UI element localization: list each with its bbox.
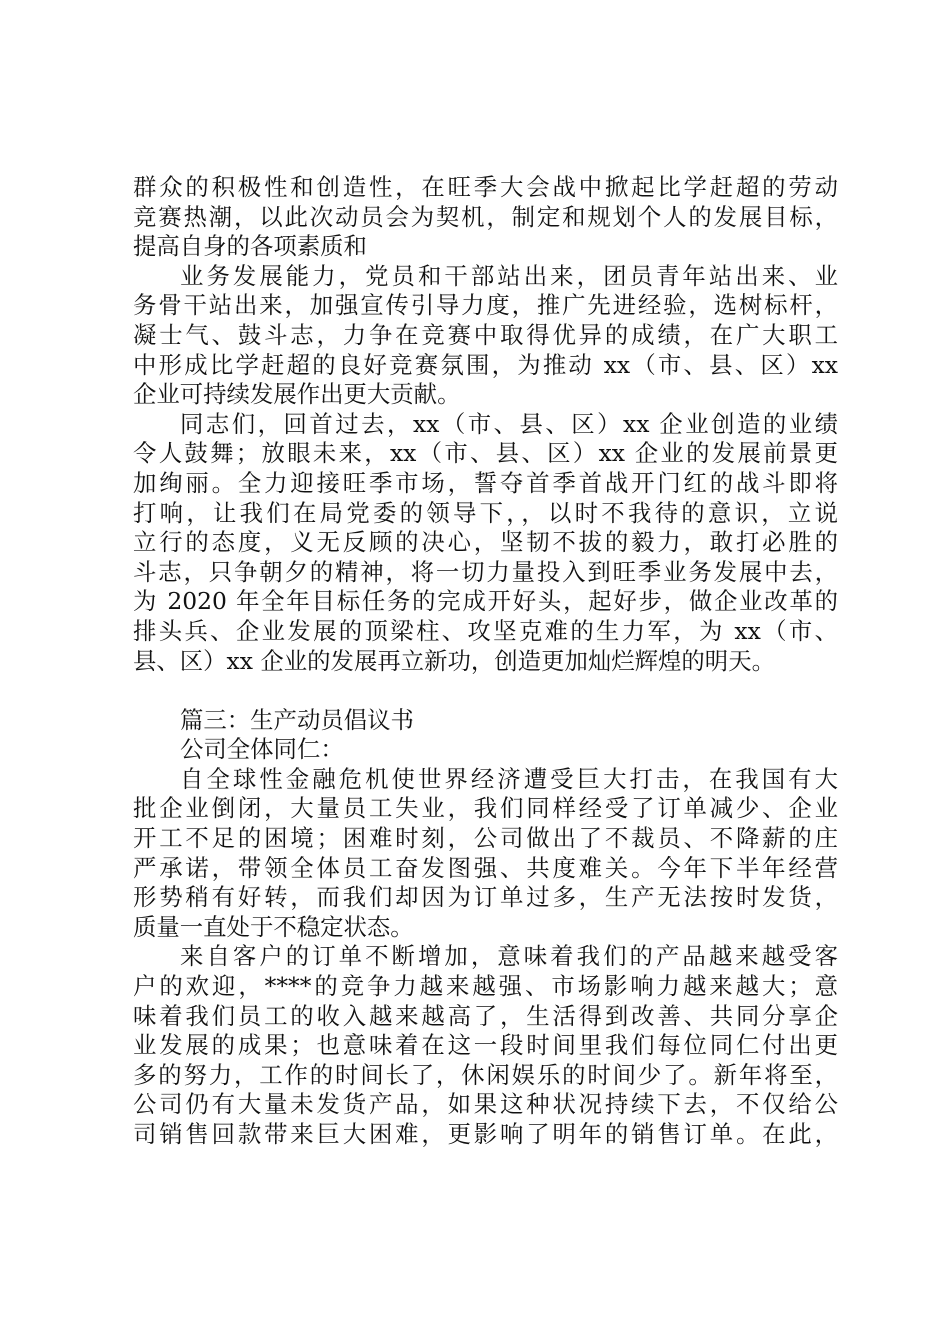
text-line: 务骨干站出来，加强宣传引导力度，推广先进经验，选树标杆， [133,291,838,320]
paragraph-first-line: 同志们，回首过去，xx（市、县、区）xx 企业创造的业绩 [180,409,838,438]
text-line: 排头兵、企业发展的顶梁柱、攻坚克难的生力军，为 xx（市、 [133,616,838,645]
text-line: 令人鼓舞；放眼未来，xx（市、县、区）xx 企业的发展前景更 [133,439,838,468]
text-line: 形势稍有好转，而我们却因为订单过多，生产无法按时发货， [133,883,838,912]
text-line: 业发展的成果；也意味着在这一段时间里我们每位同仁付出更 [133,1031,838,1060]
text-line: 斗志，只争朝夕的精神，将一切力量投入到旺季业务发展中去， [133,557,838,586]
document-page [133,173,838,1150]
paragraph-first-line: 来自客户的订单不断增加，意味着我们的产品越来越受客 [180,942,838,971]
text-line: 凝士气、鼓斗志，力争在竞赛中取得优异的成绩，在广大职工 [133,320,838,349]
paragraph-first-line: 自全球性金融危机使世界经济遭受巨大打击，在我国有大 [180,764,838,793]
text-line: 打响，让我们在局党委的领导下，，以时不我待的意识，立说 [133,498,838,527]
text-line: 县、区）xx 企业的发展再立新功，创造更加灿烂辉煌的明天。 [133,646,775,675]
text-line: 司销售回款带来巨大困难，更影响了明年的销售订单。在此， [133,1120,838,1148]
text-line: 加绚丽。全力迎接旺季市场，誓夺首季首战开门红的战斗即将 [133,468,838,497]
text-line: 严承诺，带领全体员工奋发图强、共度难关。今年下半年经营 [133,853,838,882]
text-line: 批企业倒闭，大量员工失业，我们同样经受了订单减少、企业 [133,794,838,823]
text-line: 开工不足的困境；困难时刻，公司做出了不裁员、不降薪的庄 [133,824,838,853]
text-line: 公司仍有大量未发货产品，如果这种状况持续下去，不仅给公 [133,1090,838,1119]
paragraph-first-line: 业务发展能力，党员和干部站出来，团员青年站出来、业 [180,261,838,290]
text-line: 提高自身的各项素质和 [133,232,367,261]
text-line: 多的努力，工作的时间长了，休闲娱乐的时间少了。新年将至， [133,1060,838,1089]
text-line: 企业可持续发展作出更大贡献。 [133,380,461,409]
text-line: 立行的态度，义无反顾的决心，坚韧不拔的毅力，敢打必胜的 [133,528,838,557]
text-line: 中形成比学赶超的良好竞赛氛围，为推动 xx（市、县、区）xx [133,350,838,379]
text-line: 竞赛热潮，以此次动员会为契机，制定和规划个人的发展目标， [133,202,838,231]
section-heading: 篇三：生产动员倡议书 [180,705,414,734]
salutation: 公司全体同仁： [180,735,344,764]
text-line: 质量一直处于不稳定状态。 [133,912,414,941]
text-line: 为 2020 年全年目标任务的完成开好头，起好步，做企业改革的 [133,587,838,616]
text-line: 味着我们员工的收入越来越高了，生活得到改善、共同分享企 [133,1001,838,1030]
text-line: 户的欢迎，****的竞争力越来越强、市场影响力越来越大；意 [133,972,838,1001]
text-line: 群众的积极性和创造性，在旺季大会战中掀起比学赶超的劳动 [133,173,838,201]
blank-line [133,676,838,706]
